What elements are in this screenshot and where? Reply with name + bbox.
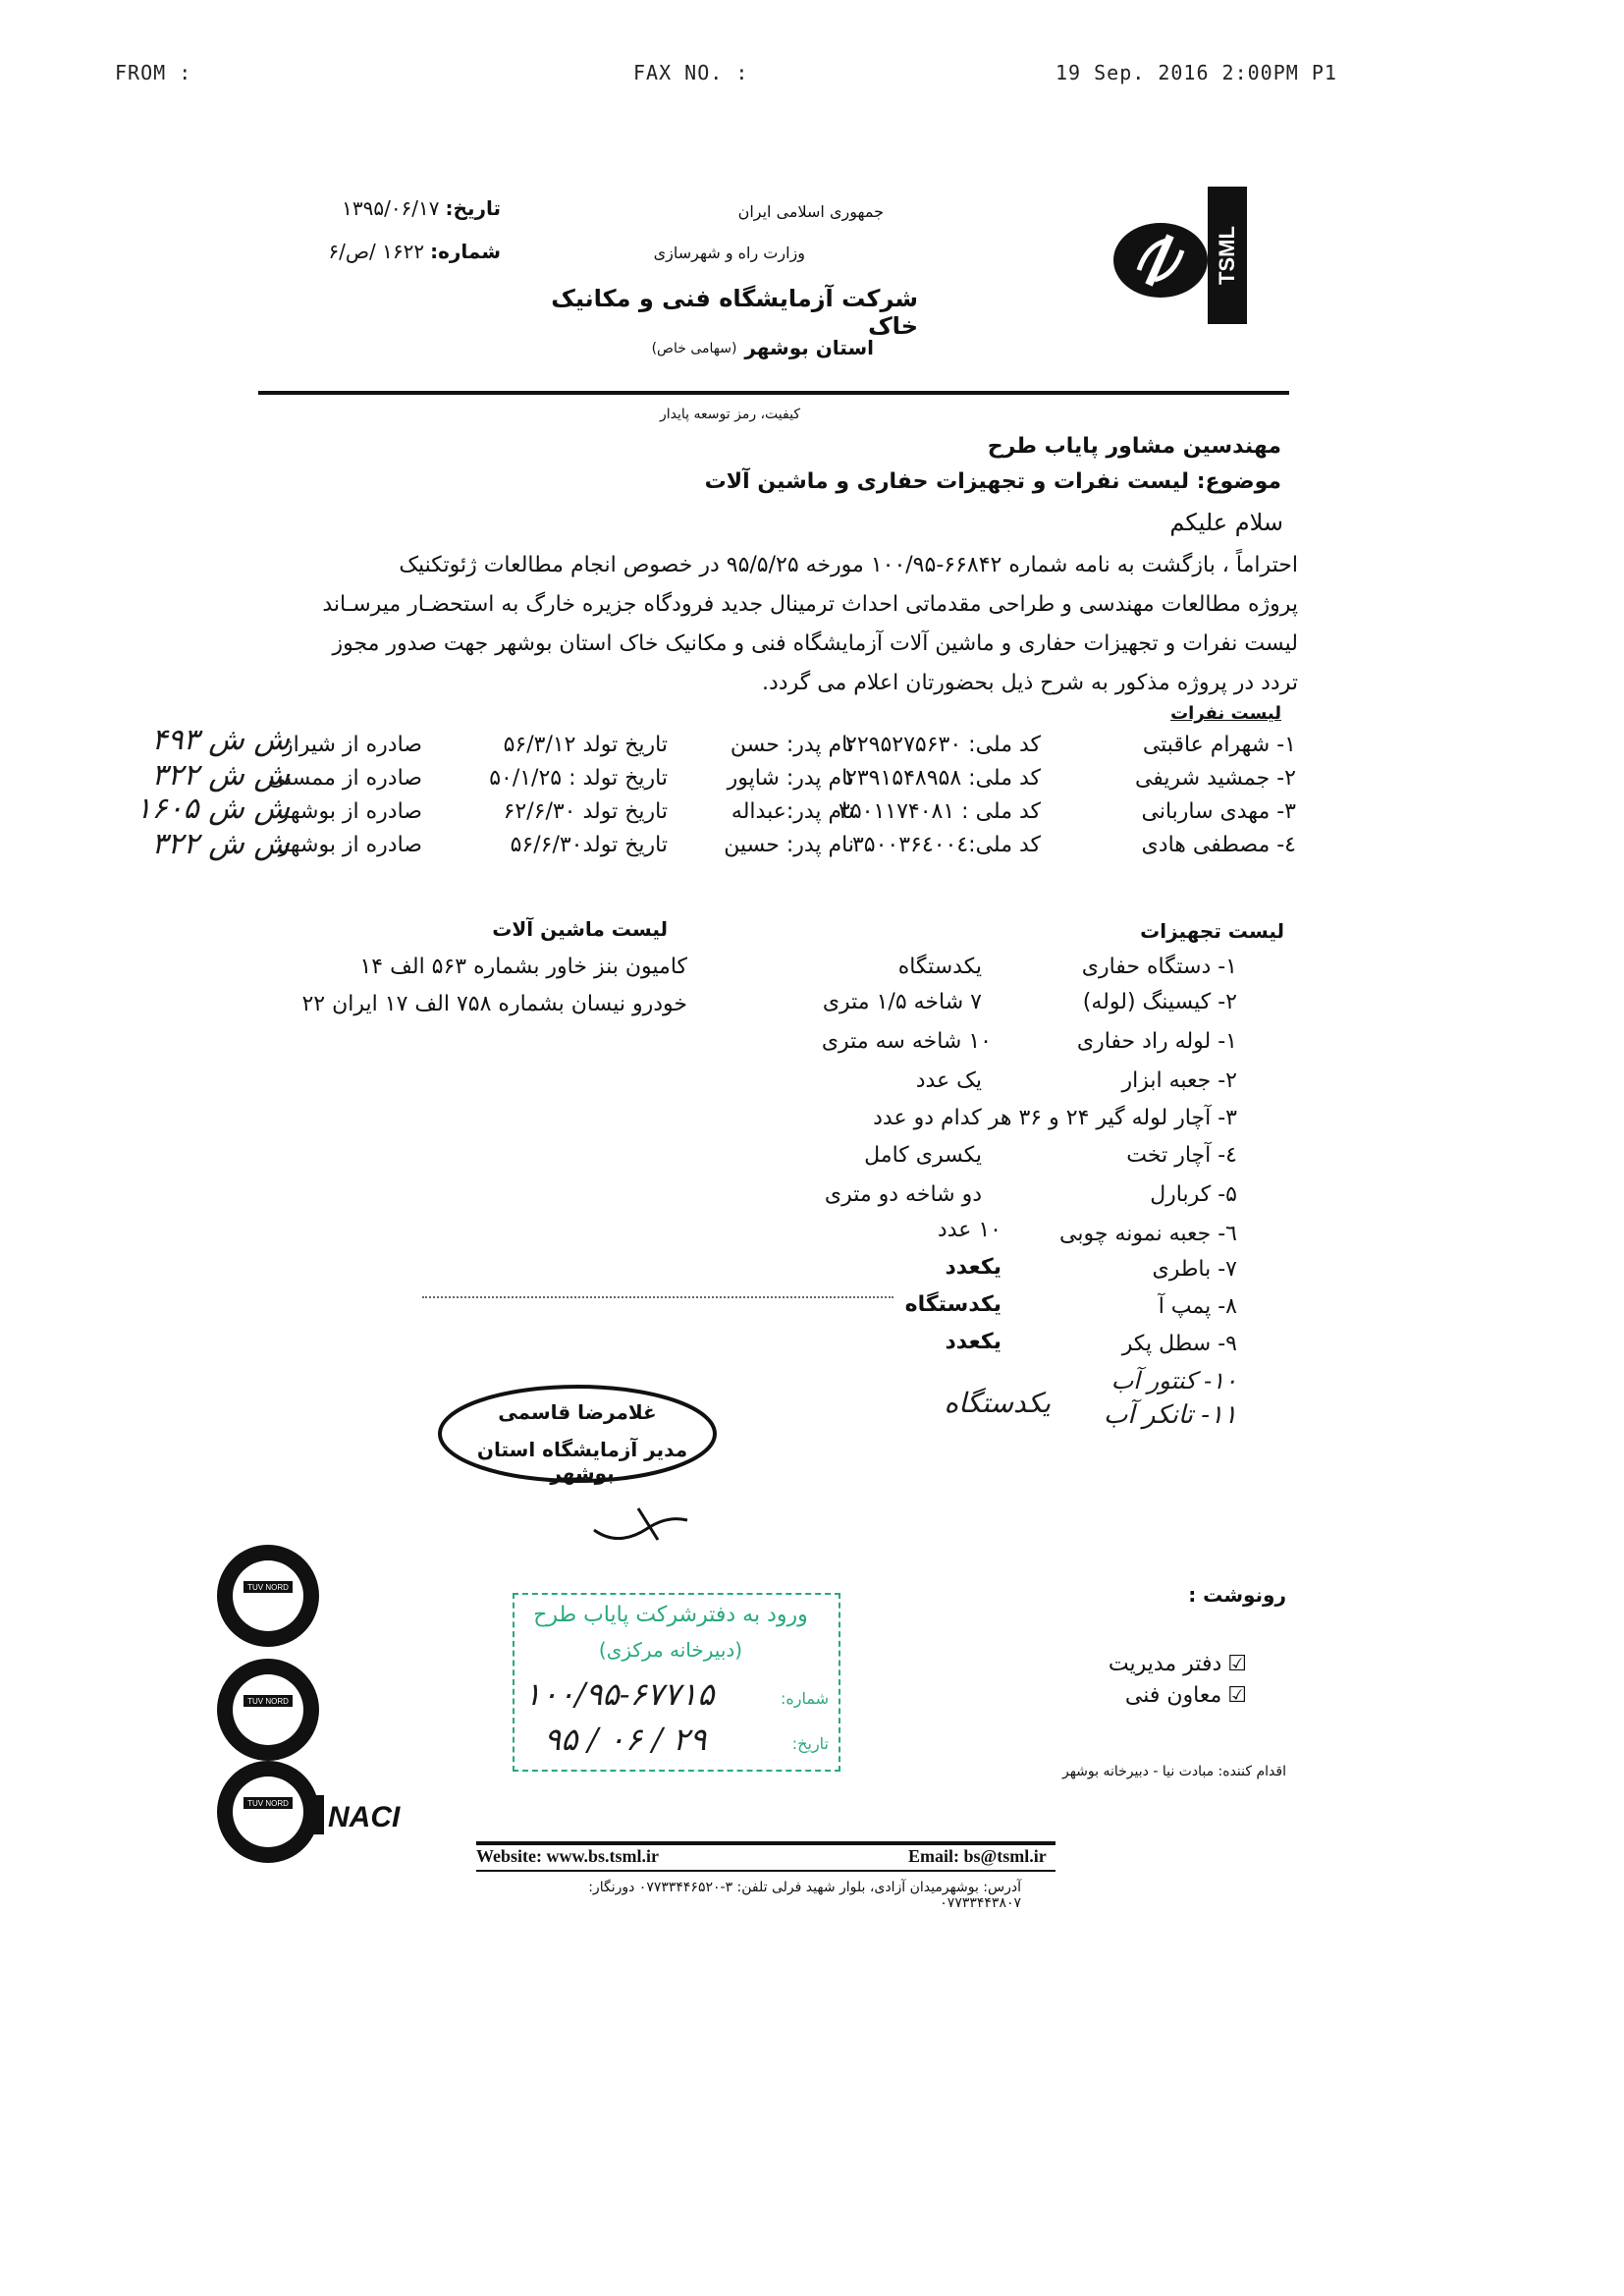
person-name: ۲- جمشید شریفی	[1134, 766, 1296, 791]
province-line	[589, 336, 874, 359]
quality-motto: کیفیت، رمز توسعه پایدار	[660, 407, 800, 422]
equipment-item: ۹- سطل پکر	[1121, 1332, 1237, 1356]
equipment-item: ۱- دستگاه حفاری	[1081, 955, 1237, 979]
company-type: (سهامی خاص)	[651, 341, 737, 356]
signature-stamp	[430, 1377, 725, 1495]
naci-logo	[312, 1787, 420, 1846]
equipment-item: ۷- باطری	[1152, 1257, 1237, 1282]
equipment-item: ۵- کربارل	[1150, 1182, 1237, 1207]
signer-name: غلامرضا قاسمی	[498, 1400, 657, 1424]
equipment-qty: یکدستگاه	[944, 1387, 1051, 1419]
stamp-number-value: ۱۰۰/۹۵-۶۷۷۱۵	[524, 1675, 715, 1713]
footer-email: Email: bs@tsml.ir	[908, 1846, 1047, 1866]
stamp-date-value: ۹۵ / ۰۶ / ۲۹	[544, 1721, 707, 1758]
equipment-heading: لیست تجهیزات	[1140, 919, 1284, 943]
recipient: مهندسین مشاور پایاب طرح	[987, 434, 1281, 459]
date-label: تاریخ:	[445, 196, 501, 220]
number-label: شماره:	[430, 240, 501, 263]
fax-datetime: 19 Sep. 2016 2:00PM P1	[1056, 61, 1337, 84]
stamp-number-label: شماره:	[780, 1689, 829, 1708]
body-line: لیست نفرات و تجهیزات حفاری و ماشین آلات آزمایشگاه فنی و مکانیک خاک استان بوشهر جهت صدور مجوز	[332, 631, 1298, 656]
footer-rule-lower	[476, 1870, 1056, 1872]
handwritten-id: ش ش ۳۲۲	[151, 827, 290, 861]
equipment-item: ۱۱- تانکر آب	[1103, 1400, 1237, 1430]
machinery-item: خودرو نیسان بشماره ۷۵۸ الف ۱۷ ایران ۲۲	[301, 992, 687, 1016]
naci-text: NACI	[328, 1801, 401, 1833]
stamp-line1: ورود به دفترشرکت پایاب طرح	[533, 1603, 808, 1627]
body-line: پروژه مطالعات مهندسی و طراحی مقدماتی احداث ترمینال جدید فرودگاه جزیره خارگ به استحضـار میرسـاند	[322, 592, 1298, 617]
copies-heading: رونوشت :	[1188, 1583, 1286, 1607]
equipment-qty: یکدستگاه	[897, 955, 982, 979]
equipment-item: ۸- پمپ آ	[1158, 1294, 1237, 1319]
person-birth: تاریخ تولد ۵۶/۳/۱۲	[503, 733, 668, 757]
equipment-qty: ۷ شاخه ۱/۵ متری	[822, 990, 982, 1014]
date-value: ۱۳۹۵/۰۶/۱۷	[342, 196, 440, 220]
equipment-qty: ۱۰ عدد	[937, 1218, 1001, 1242]
header-rule	[258, 391, 1289, 395]
equipment-item: ۲- کیسینگ (لوله)	[1082, 990, 1237, 1014]
check-icon: ☑	[1227, 1683, 1247, 1708]
company-logo	[1110, 187, 1247, 324]
personnel-heading: لیست نفرات	[1170, 703, 1281, 724]
number-value: ۱۶۲۲ /ص/۶	[328, 240, 425, 263]
person-name: ۱- شهرام عاقبتی	[1142, 733, 1296, 757]
equipment-qty: یک عدد	[915, 1068, 982, 1093]
logo-text: TSML	[1215, 226, 1239, 285]
person-father: نام پدر:عبداله	[731, 799, 854, 824]
letter-number	[324, 240, 501, 263]
handwritten-id: ش ش ۱۶۰۵	[135, 792, 290, 826]
equipment-qty: یکعدد	[945, 1330, 1001, 1354]
person-issued: صادره از بوشهر	[278, 833, 422, 857]
person-issued: صادره از بوشهر	[278, 799, 422, 824]
person-national-id: کد ملی: ۲۳۹۱۵۴۸۹۵۸	[845, 766, 1041, 791]
province-name: استان بوشهر	[744, 336, 874, 359]
letter-body	[257, 546, 1298, 703]
equipment-qty: یکعدد	[945, 1255, 1001, 1280]
equipment-item: ۲- جعبه ابزار	[1121, 1068, 1237, 1093]
body-line: احتراماً ، بازگشت به نامه شماره ۶۶۸۴۲-۱۰۰/۹۵ مورخه ۹۵/۵/۲۵ در خصوص انجام مطالعات ژئوتکنیک	[399, 553, 1298, 577]
fax-from: FROM :	[115, 61, 192, 84]
dotted-divider	[422, 1296, 893, 1298]
machinery-heading: لیست ماشین آلات	[492, 917, 668, 941]
iso-seal-icon	[214, 1542, 322, 1650]
person-issued: صادره از شیراز	[282, 733, 422, 757]
stamp-line2: (دبیرخانه مرکزی)	[598, 1638, 743, 1662]
greeting: سلام علیکم	[1169, 509, 1283, 536]
person-name: ٤- مصطفی هادی	[1141, 833, 1296, 857]
seal-label: TUV NORD	[247, 1697, 289, 1706]
machinery-item: کامیون بنز خاور بشماره ۵۶۳ الف ۱۴	[359, 955, 687, 979]
equipment-item: ۳- آچار لوله گیر ۲۴ و ۳۶ هر کدام دو عدد	[873, 1106, 1237, 1130]
person-birth: تاریخ تولد ۶۲/۶/۳۰	[503, 799, 668, 824]
company-name: شرکت آزمایشگاه فنی و مکانیک خاک	[551, 285, 918, 340]
signer-title: مدیر آزمایشگاه استان بوشهر	[476, 1438, 688, 1485]
person-issued: صادره از ممسنی	[267, 766, 422, 791]
person-father: نام پدر: حسن	[730, 733, 854, 757]
equipment-qty: یکدستگاه	[904, 1292, 1001, 1317]
person-father: نام پدر: شاپور	[727, 766, 854, 791]
equipment-qty: دو شاخه دو متری	[824, 1182, 982, 1207]
republic-line: جمهوری اسلامی ایران	[737, 202, 884, 221]
person-name: ۳- مهدی ساربانی	[1141, 799, 1296, 824]
ministry-line: وزارت راه و شهرسازی	[653, 244, 805, 262]
handwritten-id: ش ش ۴۹۳	[151, 723, 290, 757]
equipment-qty: یکسری کامل	[864, 1143, 982, 1168]
person-birth: تاریخ تولد۵۶/۶/۳۰	[510, 833, 668, 857]
copy-label: دفتر مدیریت	[1108, 1652, 1222, 1676]
footer-address: آدرس: بوشهرمیدان آزادی، بلوار شهید فرلی تلفن: ۳-۰۷۷۳۳۴۴۶۵۲۰ دورنگار: ۰۷۷۳۳۴۴۳۸۰۷	[588, 1880, 1021, 1911]
copy-item	[1080, 1683, 1247, 1708]
iso-seal-icon	[214, 1758, 322, 1866]
footer-website: Website: www.bs.tsml.ir	[476, 1846, 659, 1866]
copy-item	[1080, 1652, 1247, 1676]
body-line: تردد در پروژه مذکور به شرح ذیل بحضورتان اعلام می گردد.	[762, 671, 1298, 695]
equipment-item: ۱- لوله راد حفاری	[1076, 1029, 1237, 1054]
equipment-item: ٦- جعبه نمونه چوبی	[1059, 1222, 1237, 1246]
equipment-qty: ۱۰ شاخه سه متری	[821, 1029, 992, 1054]
handwritten-id: ش ش ۳۲۲	[151, 758, 290, 793]
stamp-date-label: تاریخ:	[791, 1734, 829, 1753]
equipment-item: ٤- آچار تخت	[1126, 1143, 1237, 1168]
subject: موضوع: لیست نفرات و تجهیزات حفاری و ماشین آلات	[704, 469, 1281, 494]
letter-date	[324, 196, 501, 220]
person-father: نام پدر: حسین	[724, 833, 854, 857]
footer-rule	[476, 1841, 1056, 1845]
received-stamp	[513, 1593, 840, 1772]
action-by: اقدام کننده: مبادت نیا - دبیرخانه بوشهر	[1062, 1764, 1286, 1779]
copy-label: معاون فنی	[1124, 1683, 1222, 1708]
handwritten-signature	[589, 1501, 697, 1550]
person-national-id: کد ملی:۳۵۰۰۳۶٤۰۰٤	[851, 833, 1041, 857]
seal-label: TUV NORD	[247, 1583, 289, 1592]
equipment-item: ۱۰- کنتور آب	[1110, 1367, 1237, 1394]
seal-label: TUV NORD	[247, 1799, 289, 1808]
person-national-id: کد ملی: ۲۲۹۵۲۷۵۶۳۰	[845, 733, 1041, 757]
iso-seal-icon	[214, 1656, 322, 1764]
fax-number: FAX NO. :	[633, 61, 749, 84]
check-icon: ☑	[1227, 1652, 1247, 1676]
person-birth: تاریخ تولد : ۵۰/۱/۲۵	[489, 766, 668, 791]
person-national-id: کد ملی : ۳۵۰۱۱۷۴۰۸۱	[839, 799, 1041, 824]
